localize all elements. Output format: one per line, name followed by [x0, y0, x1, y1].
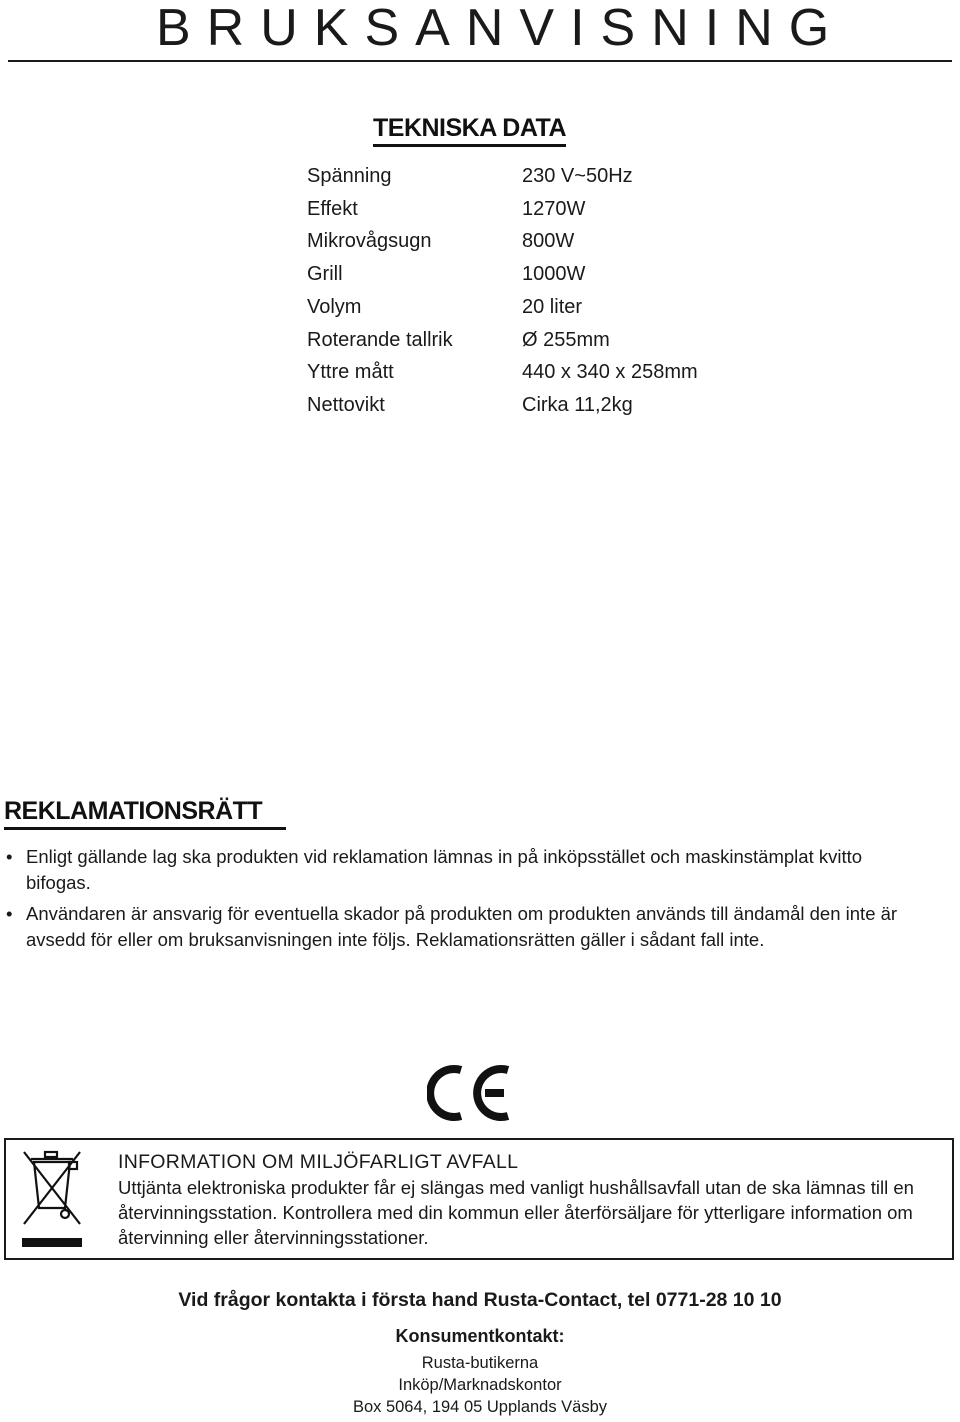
spec-row — [307, 193, 698, 226]
address-line: Box 5064, 194 05 Upplands Väsby — [352, 1398, 608, 1416]
technical-data-heading: TEKNISKA DATA — [373, 113, 566, 147]
spec-value: 230 V~50Hz — [522, 165, 633, 187]
spec-label: Roterande tallrik — [307, 328, 453, 351]
complaints-heading: REKLAMATIONSRÄTT — [4, 796, 286, 830]
bullet-icon: • — [6, 846, 13, 867]
spec-label: Effekt — [307, 197, 358, 220]
spec-row — [307, 356, 698, 389]
environmental-info-title: INFORMATION OM MILJÖFARLIGT AVFALL — [118, 1151, 519, 1173]
spec-label: Yttre mått — [307, 361, 394, 384]
address-block — [0, 1352, 960, 1418]
address-line: Rusta-butikerna — [421, 1354, 539, 1372]
spec-label: Volym — [307, 295, 362, 318]
crossed-out-wheelie-bin-icon — [20, 1146, 86, 1248]
list-item — [4, 901, 924, 952]
technical-data-table — [307, 160, 698, 422]
ce-mark-icon — [427, 1062, 513, 1124]
spec-row — [307, 258, 698, 291]
spec-row — [307, 389, 698, 422]
spec-value: 800W — [522, 230, 575, 253]
spec-label: Nettovikt — [307, 393, 385, 416]
spec-value: 1270W — [522, 197, 586, 220]
page-title: BRUKSANVISNING — [156, 0, 846, 57]
complaints-list — [4, 844, 924, 958]
title-divider — [8, 60, 952, 62]
spec-row — [307, 160, 698, 193]
list-item-text: Användaren är ansvarig för eventuella skador på produkten om produkten används till ändamål den inte är avsedd för eller om bruksanvisningen inte följs. Reklamationsrätten gäller i sådant fall inte. — [26, 903, 898, 950]
spec-value: 440 x 340 x 258mm — [522, 361, 698, 384]
spec-label: Grill — [307, 263, 343, 286]
spec-value: 20 liter — [522, 295, 583, 318]
spec-value: Cirka 11,2kg — [522, 393, 633, 416]
consumer-contact-heading: Konsumentkontakt: — [395, 1326, 565, 1346]
address-line: Inköp/Marknadskontor — [398, 1376, 562, 1394]
environmental-info-box — [4, 1138, 954, 1260]
spec-label: Mikrovågsugn — [307, 230, 432, 253]
spec-row — [307, 324, 698, 357]
spec-row — [307, 291, 698, 324]
spec-row — [307, 225, 698, 258]
spec-value: 1000W — [522, 263, 586, 286]
list-item-text: Enligt gällande lag ska produkten vid reklamation lämnas in på inköpsstället och maskinstämplat kvitto bifogas. — [26, 846, 863, 893]
spec-value: Ø 255mm — [522, 328, 610, 351]
environmental-info-text: Uttjänta elektroniska produkter får ej slängas med vanligt hushållsavfall utan de ska lämnas till en återvinningsstation. Kontrollera med din kommun eller återförsäljare för ytterligare information om återvinning eller återvinningsstationer. — [118, 1177, 914, 1248]
spec-label: Spänning — [307, 165, 392, 187]
list-item — [4, 844, 924, 895]
contact-line: Vid frågor kontakta i första hand Rusta-Contact, tel 0771-28 10 10 — [178, 1289, 782, 1311]
bullet-icon: • — [6, 903, 13, 924]
